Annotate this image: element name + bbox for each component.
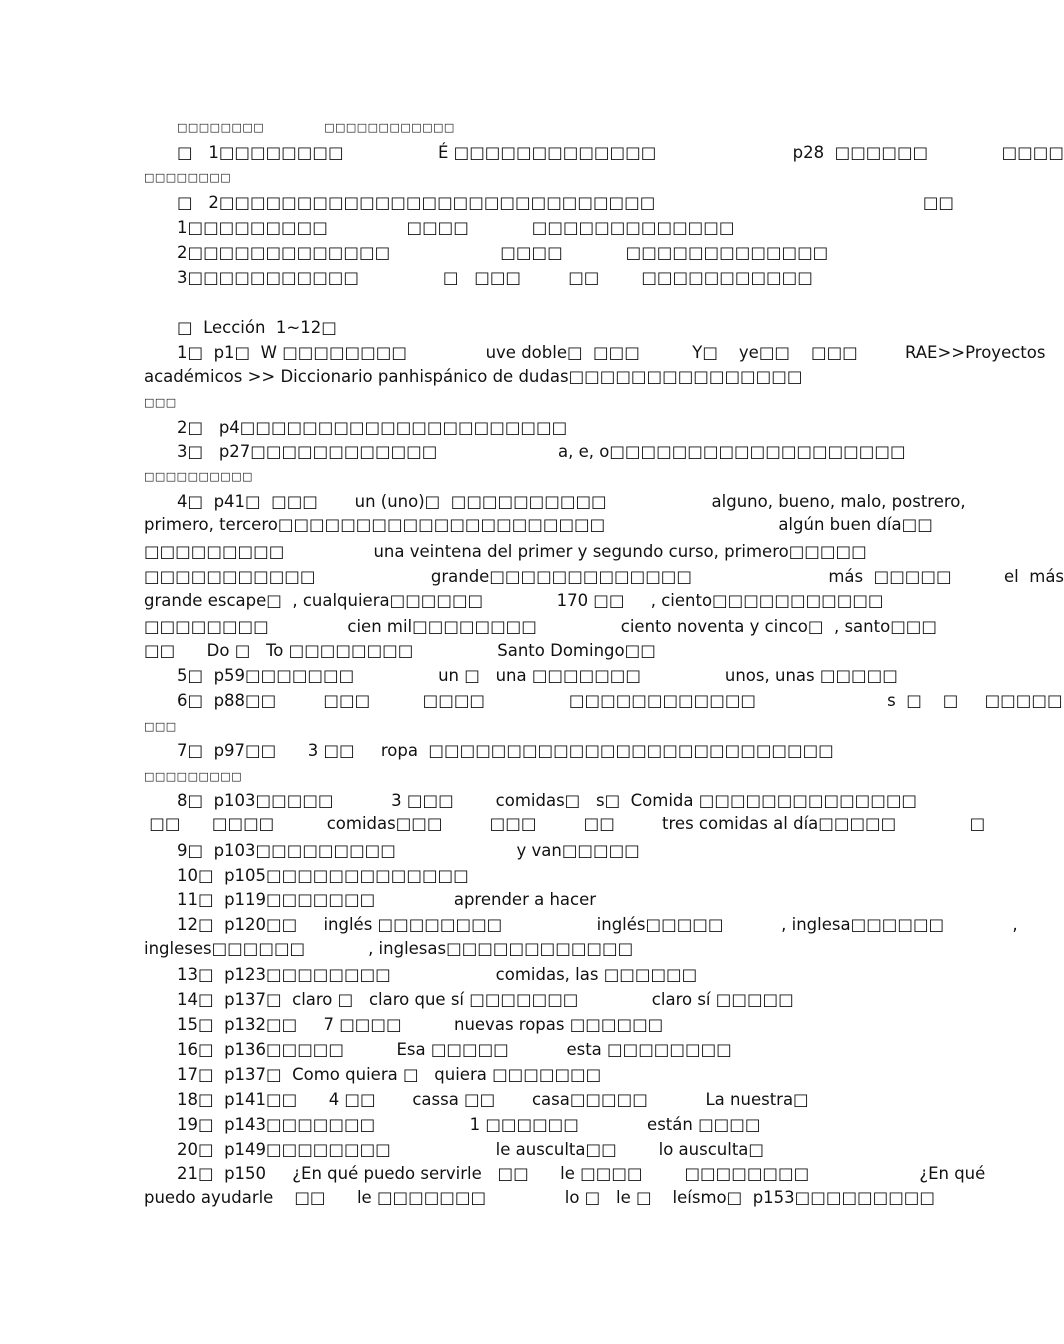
text-line: grande escape□ , cualquiera□□□□□□ 170 □□ , ciento□□□□□□□□□□□ (144, 591, 884, 610)
text-line: □□ Do □ To □□□□□□□□ Santo Domingo□□ (144, 641, 656, 660)
text-line: 2□ p4□□□□□□□□□□□□□□□□□□□□□ (177, 418, 568, 437)
text-line: 1□□□□□□□□□ □□□□ □□□□□□□□□□□□□ (177, 218, 735, 237)
text-line: □□ □□□□ comidas□□□ □□□ □□ tres comidas al día□□□□□ □ (144, 814, 986, 833)
text-line: 19□ p143□□□□□□□ 1 □□□□□□ están □□□□ (177, 1115, 761, 1134)
text-line: 9□ p103□□□□□□□□□ y van□□□□□ (177, 841, 640, 860)
text-line: □□□□□□□□ (144, 171, 232, 184)
text-line: 14□ p137□ claro □ claro que sí □□□□□□□ claro sí □□□□□ (177, 990, 794, 1009)
text-line: 1□ p1□ W □□□□□□□□ uve doble□ □□□ Y□ ye□□ □□□ RAE>>Proyectos (177, 343, 1046, 362)
text-line: 10□ p105□□□□□□□□□□□□□ (177, 866, 469, 885)
text-line: académicos >> Diccionario panhispánico de dudas□□□□□□□□□□□□□□□ (144, 367, 803, 386)
text-line: 3□□□□□□□□□□□ □ □□□ □□ □□□□□□□□□□□ (177, 268, 813, 287)
text-line: 11□ p119□□□□□□□ aprender a hacer (177, 890, 597, 909)
text-line: puedo ayudarle □□ le □□□□□□□ lo □ le □ leísmo□ p153□□□□□□□□□ (144, 1188, 935, 1207)
text-line: 8□ p103□□□□□ 3 □□□ comidas□ s□ Comida □□□□□□□□□□□□□□ (177, 791, 918, 810)
text-line: primero, tercero□□□□□□□□□□□□□□□□□□□□□ algún buen día□□ (144, 515, 933, 534)
text-line: □□□□□□□□ cien mil□□□□□□□□ ciento noventa y cinco□ , santo□□□ (144, 617, 937, 636)
text-line: 15□ p132□□ 7 □□□□ nuevas ropas □□□□□□ (177, 1015, 664, 1034)
text-line: □□□ (144, 720, 177, 733)
text-line: □□□ (144, 396, 177, 409)
text-line: 4□ p41□ □□□ un (uno)□ □□□□□□□□□□ alguno, bueno, malo, postrero, (177, 492, 966, 511)
text-line: 17□ p137□ Como quiera □ quiera □□□□□□□ (177, 1065, 602, 1084)
text-line: □ 2□□□□□□□□□□□□□□□□□□□□□□□□□□□□ □□ (177, 193, 954, 212)
text-line: 21□ p150 ¿En qué puedo servirle □□ le □□□□ □□□□□□□□ ¿En qué (177, 1164, 986, 1183)
text-line: 13□ p123□□□□□□□□ comidas, las □□□□□□ (177, 965, 698, 984)
section-heading: □ Lección 1~12□ (177, 318, 337, 337)
text-line: 20□ p149□□□□□□□□ le ausculta□□ lo ausculta□ (177, 1140, 765, 1159)
text-line: □□□□□□□□□□ (144, 470, 253, 483)
text-line: 6□ p88□□ □□□ □□□□ □□□□□□□□□□□□ s □ □ □□□□□ (177, 691, 1063, 710)
text-line: 7□ p97□□ 3 □□ ropa □□□□□□□□□□□□□□□□□□□□□□□□□□ (177, 741, 834, 760)
text-line: □□□□□□□□□ una veintena del primer y segundo curso, primero□□□□□ (144, 542, 867, 561)
text-line: □□□□□□□□□ (144, 770, 243, 783)
text-line: 2□□□□□□□□□□□□□ □□□□ □□□□□□□□□□□□□ (177, 243, 829, 262)
text-line: ingleses□□□□□□ , inglesas□□□□□□□□□□□□ (144, 939, 634, 958)
text-line: 18□ p141□□ 4 □□ cassa □□ casa□□□□□ La nuestra□ (177, 1090, 809, 1109)
text-line: □□□□□□□□□□□ grande□□□□□□□□□□□□□ más □□□□□ el más (144, 567, 1064, 586)
text-line: □ 1□□□□□□□□ É □□□□□□□□□□□□□ p28 □□□□□□ □□□□ (177, 143, 1064, 162)
text-line: 12□ p120□□ inglés □□□□□□□□ inglés□□□□□ , inglesa□□□□□□ , (177, 915, 1018, 934)
text-line: □□□□□□□□ □□□□□□□□□□□□ (177, 121, 455, 134)
text-line: 3□ p27□□□□□□□□□□□□ a, e, o□□□□□□□□□□□□□□□□□□□ (177, 442, 906, 461)
text-line: 16□ p136□□□□□ Esa □□□□□ esta □□□□□□□□ (177, 1040, 732, 1059)
text-line: 5□ p59□□□□□□□ un □ una □□□□□□□ unos, unas □□□□□ (177, 666, 898, 685)
